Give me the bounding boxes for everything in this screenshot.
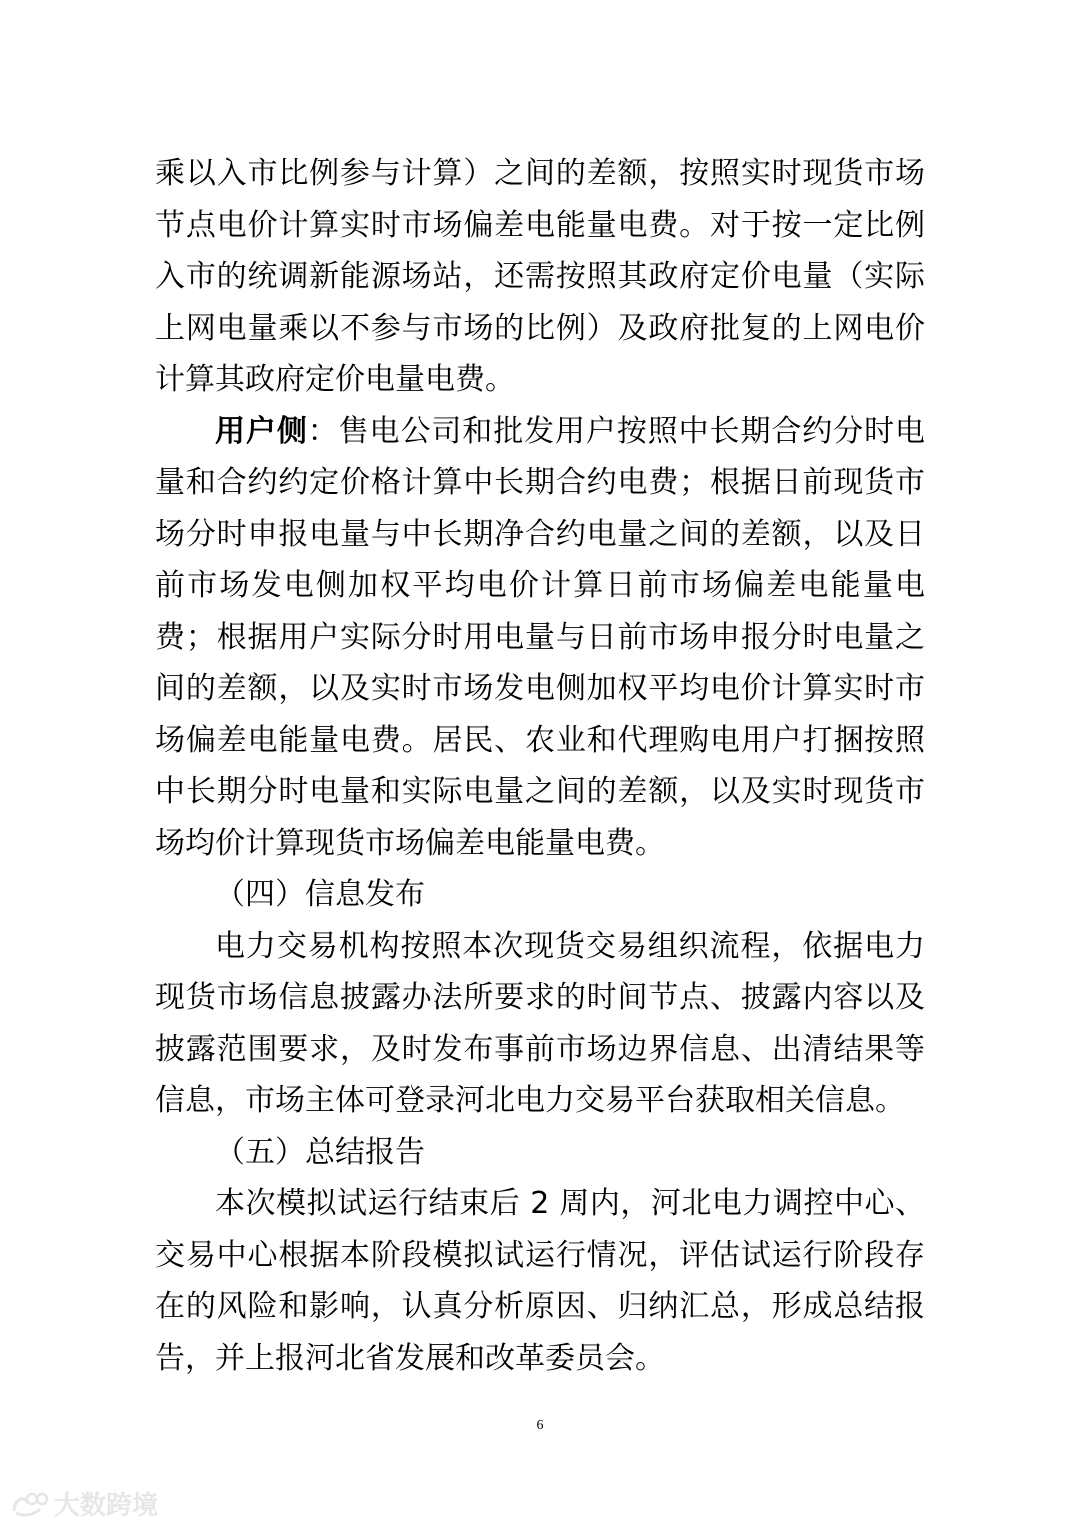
section-heading-info-release: （四）信息发布 <box>215 877 425 912</box>
paragraph-info-release: 电力交易机构按照本次现货交易组织流程，依据电力现货市场信息披露办法所要求的时间节点、披露内容以及披露范围要求，及时发布事前市场边界信息、出清结果等信息，市场主体可登录河北电力交易平台获取相关信息。 <box>155 928 925 1118</box>
watermark-text: 大数跨境 <box>54 1491 159 1521</box>
paragraph-label-user-side: 用户侧 <box>215 413 308 449</box>
watermark <box>10 1485 158 1522</box>
paragraph-user-side <box>155 406 925 870</box>
paragraph-summary-report: 本次模拟试运行结束后 2 周内，河北电力调控中心、交易中心根据本阶段模拟试运行情况，评估试运行阶段存在的风险和影响，认真分析原因、归纳汇总，形成总结报告，并上报河北省发展和改革委员会。 <box>155 1186 925 1376</box>
section-heading-summary-report: （五）总结报告 <box>215 1134 425 1170</box>
document-body <box>155 148 925 1384</box>
paragraph-user-side-text: ：售电公司和批发用户按照中长期合约分时电量和合约约定价格计算中长期合约电费；根据日前现货市场分时申报电量与中长期净合约电量之间的差额，以及日前市场发电侧加权平均电价计算日前市场偏差电能量电费；根据用户实际分时用电量与日前市场申报分时电量之间的差额，以及实时市场发电侧加权平均电价计算实时市场偏差电能量电费。居民、农业和代理购电用户打捆按照中长期分时电量和实际电量之间的差额，以及实时现货市场均价计算现货市场偏差电能量电费。 <box>155 413 926 861</box>
page-number: 6 <box>536 1418 544 1433</box>
watermark-logo-icon <box>10 1489 50 1519</box>
paragraph-continuation: 乘以入市比例参与计算）之间的差额，按照实时现货市场节点电价计算实时市场偏差电能量电费。对于按一定比例入市的统调新能源场站，还需按照其政府定价电量（实际上网电量乘以不参与市场的比例）及政府批复的上网电价计算其政府定价电量电费。 <box>155 156 925 397</box>
